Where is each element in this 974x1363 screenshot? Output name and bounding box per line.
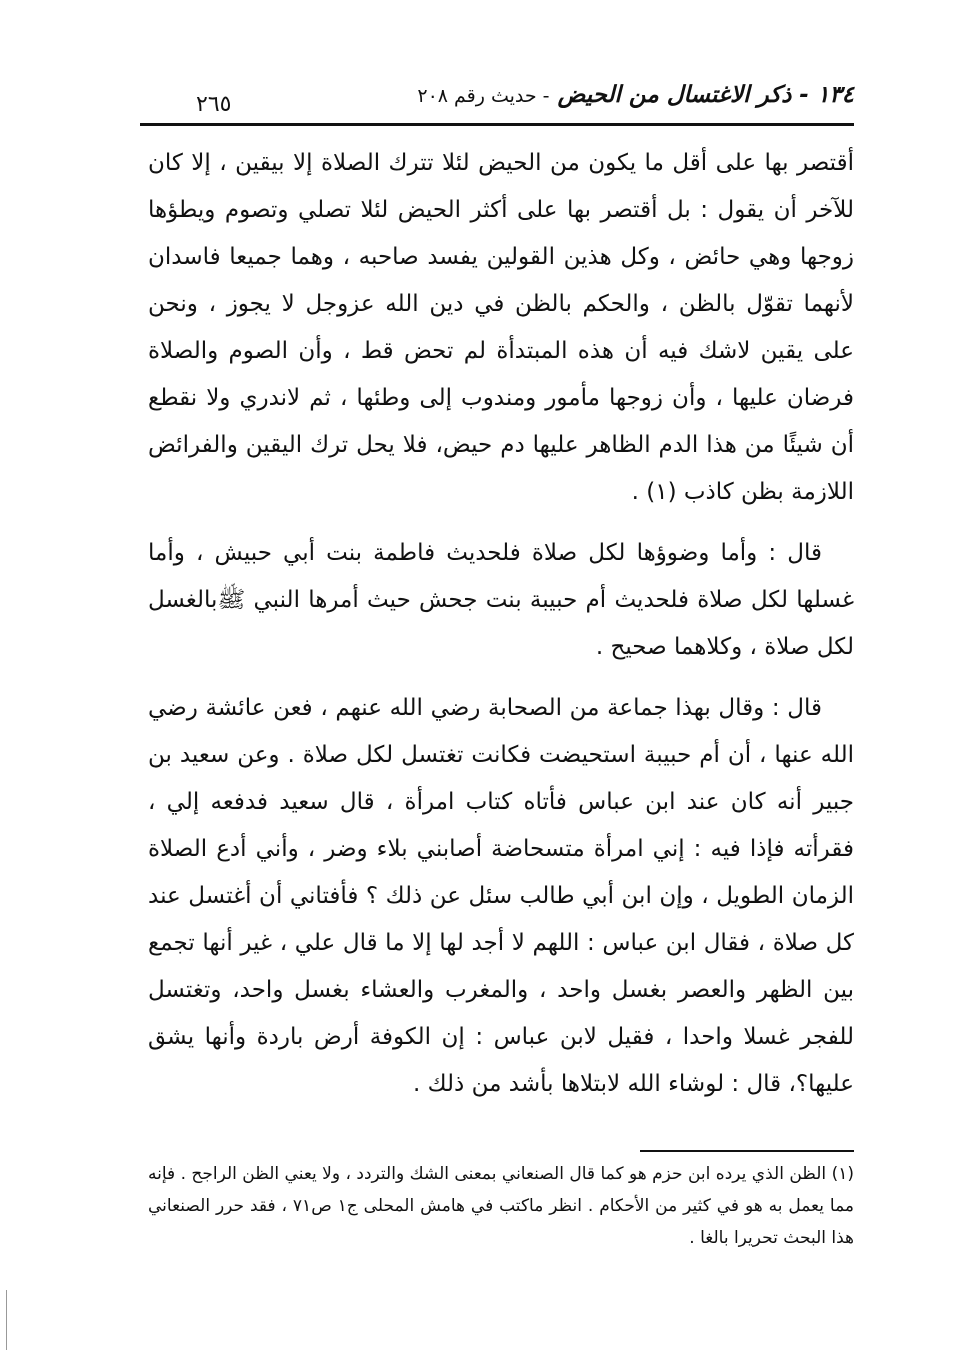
chapter-title-text: ١٣٤ - ذكر الاغتسال من الحيض bbox=[557, 82, 854, 108]
footnote-1: (١) الظن الذي يرده ابن حزم هو كما قال الصنعاني بمعنى الشك والتردد ، ولا يعني الظن الراجح . فإنه مما يعمل به هو في كثير من الأحكام . انظر ماكتب في هامش المحلى ج١ ص٧١ ، فقد حرر الصنعاني هذا البحث تحريرا بالغا . bbox=[148, 1164, 855, 1248]
footnotes bbox=[148, 1158, 854, 1254]
page-number: ٢٦٥ bbox=[188, 92, 239, 117]
hadith-number: - حديث رقم ٢٠٨ bbox=[417, 85, 550, 107]
paragraph-1: أقتصر بها على أقل ما يكون من الحيض لئلا تترك الصلاة إلا بيقين ، إلا كان للآخر أن يقول : بل أقتصر بها على أكثر الحيض لئلا تصلي وتصوم ويطؤها زوجها وهي حائض ، وكل هذين القولين يفسد صاحبه ، وهما جميعا فاسدان لأنهما تقوّل بالظن ، والحكم بالظن في دين الله عزوجل لا يجوز ، ونحن على يقين لاشك فيه أن هذه المبتدأة لم تحض قط ، وأن الصوم والصلاة فرضان عليها ، وأن زوجها مأمور ومندوب إلى وطئها ، ثم لاندري ولا نقطع أن شيئًا من هذا الدم الظاهر عليها دم حيض، فلا يحل ترك اليقين والفرائض اللازمة بظن كاذب (١) . bbox=[148, 150, 854, 505]
scan-edge-line bbox=[6, 1290, 7, 1350]
chapter-title bbox=[409, 82, 854, 108]
footnote-rule bbox=[640, 1150, 854, 1152]
paragraph-2: قال : وأما وضوؤها لكل صلاة فلحديث فاطمة بنت أبي حبيش ، وأما غسلها لكل صلاة فلحديث أم حبيبة بنت جحش حيث أمرها النبي ﷺبالغسل لكل صلاة ، وكلاهما صحيح . bbox=[148, 540, 854, 660]
main-text bbox=[148, 140, 854, 1122]
header-rule bbox=[140, 123, 854, 126]
running-header bbox=[140, 76, 854, 126]
paragraph-3: قال : وقال بهذا جماعة من الصحابة رضي الله عنهم ، فعن عائشة رضي الله عنها ، أن أم حبيبة استحيضت فكانت تغتسل لكل صلاة . وعن سعيد بن جبير أنه كان عند ابن عباس فأتاه كتاب امرأة ، قال سعيد فدفعه إلي ، فقرأته فإذا فيه : إني امرأة متسحاضة أصابني بلاء وضر ، وأني أدع الصلاة الزمان الطويل ، وإن ابن أبي طالب سئل عن ذلك ؟ فأفتاني أن أغتسل عند كل صلاة ، فقال ابن عباس : اللهم لا أجد لها إلا ما قال علي ، غير أنها تجمع بين الظهر والعصر بغسل واحد ، والمغرب والعشاء بغسل واحد، وتغتسل للفجر غسلا واحدا ، فقيل لابن عباس : إن الكوفة أرض باردة وأنها يشق عليها؟، قال : لوشاء الله لابتلاها بأشد من ذلك . bbox=[148, 695, 854, 1097]
